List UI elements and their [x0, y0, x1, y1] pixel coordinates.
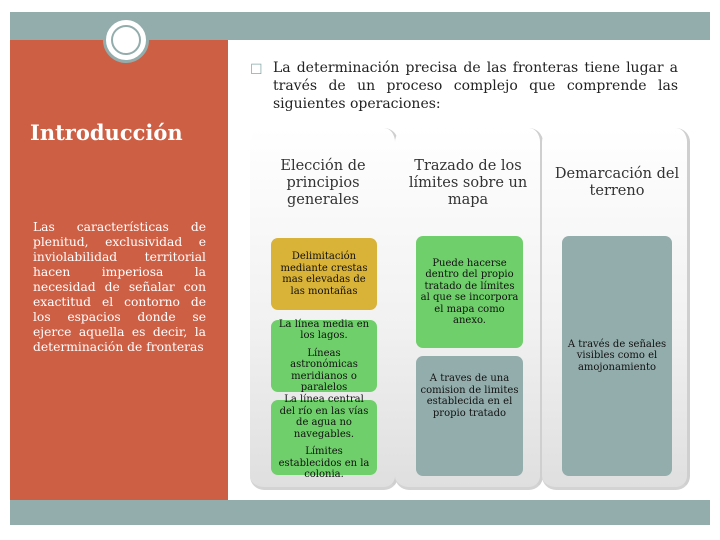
column-header: Elección de principios generales	[280, 158, 366, 208]
column-trazado	[395, 128, 543, 490]
intro-text: La determinación precisa de las fronteras tiene lugar a través de un proceso complejo que comprende las siguientes operaciones:	[273, 60, 678, 112]
column-item: Puede hacerse dentro del propio tratado de límites al que se incorpora el mapa como anexo.	[416, 236, 523, 348]
column-item: Delimitación mediante crestas mas elevadas de las montañas	[271, 238, 377, 310]
bullet-icon: ☐	[250, 62, 263, 78]
column-item: La línea media en los lagos. Líneas astronómicas meridianos o paralelos	[271, 320, 377, 392]
column-principios	[250, 128, 398, 490]
column-item: La línea central del río en las vías de agua no navegables. Límites establecidos en la colonia.	[271, 400, 377, 475]
column-item: A traves de una comision de limites establecida en el propio tratado	[416, 356, 523, 476]
sidebar-text: Las características de plenitud, exclusividad e inviolabilidad territorial hacen imperiosa la necesidad de señalar con exactitud el contorno de los espacios donde se ejerce aquella es decir, la determinación de fronteras	[33, 220, 206, 354]
column-header: Demarcación del terreno	[554, 166, 680, 199]
column-item: A través de señales visibles como el amojonamiento	[562, 236, 672, 476]
column-header: Trazado de los límites sobre un mapa	[408, 158, 528, 208]
section-title: Introducción	[30, 120, 183, 145]
bottom-band	[10, 500, 710, 525]
circle-ornament-icon	[103, 17, 149, 63]
column-demarcacion	[542, 128, 690, 490]
